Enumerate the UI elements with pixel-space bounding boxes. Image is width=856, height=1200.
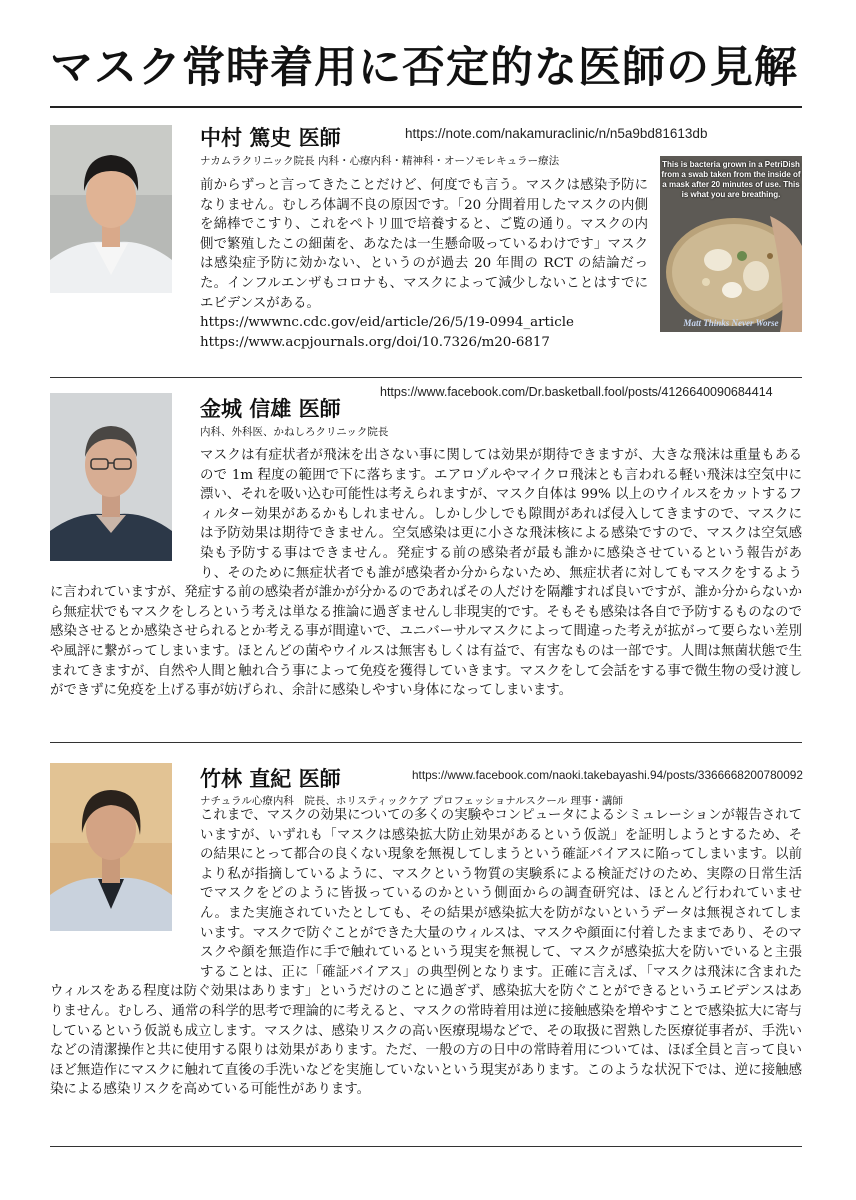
- image-caption: This is bacteria grown in a PetriDish from a swab taken from the inside of a mask after 20 minutes of use. This is what you are breathing.: [661, 160, 801, 199]
- section-divider: [50, 377, 802, 378]
- doctor-statement: [50, 806, 802, 1100]
- section-divider: [50, 1146, 802, 1147]
- statement-text: 前からずっと言ってきたことだけど、何度でも言う。マスクは感染予防になりません。むしろ体調不良の原因です。「20 分間着用したマスクの内側を綿棒でこすり、これをペトリ皿で培養すると、ご覧の通り。マスクの内側で繁殖したこの細菌を、あなたは一生懸命吸っているわけです」マスクは感染症予防に効かない、というのが過去 20 年間の RCT の結論だった。インフルエンザもコロナも、マスクによって減少しないことはすでにエビデンスがある。: [200, 178, 648, 311]
- doctor-photo-nakamura: [50, 125, 172, 293]
- title-divider: [50, 106, 802, 108]
- page-title: マスク常時着用に否定的な医師の見解: [50, 43, 798, 93]
- source-link[interactable]: https://www.facebook.com/naoki.takebayashi.94/posts/3366668200780092: [412, 768, 803, 782]
- wrap-float: [50, 806, 200, 964]
- doctor-role: ナカムラクリニック院長 内科・心療内科・精神科・オーソモレキュラー療法: [200, 155, 560, 167]
- doctor-role: 内科、外科医、かねしろクリニック院長: [200, 426, 389, 438]
- doctor-name: 中村 篤史 医師: [200, 126, 341, 150]
- image-signature: Matt Thinks Never Worse: [683, 318, 779, 328]
- doctor-role: ナチュラル心療内科 院長、ホリスティックケア プロフェッショナルスクール 理事・講師: [200, 795, 623, 807]
- doctor-name: 竹林 直紀 医師: [200, 767, 341, 791]
- reference-link[interactable]: https://www.acpjournals.org/doi/10.7326/m20-6817: [200, 334, 550, 350]
- doctor-statement: [50, 446, 802, 701]
- source-link[interactable]: https://www.facebook.com/Dr.basketball.fool/posts/4126640090684414: [380, 385, 773, 399]
- statement-text: これまで、マスクの効果についての多くの実験やコンピュータによるシミュレーションが報告されていますが、いずれも「マスクは感染拡大防止効果があるという仮説」を証明しようとするため、その結果にとって都合の良くない現象を無視してしまうという確証バイアスに陥ってしまいます。以前より私が指摘しているように、マスクという物質の実験系による検証だけのため、実際の日常生活でマスクをどのように皆扱っているのかという側面からの調査研究は、ほとんど行われていません。また実施されていたとしても、その結果が感染拡大を防がないというデータは無視されてしまいます。マスクで防ぐことができた大量のウィルスは、マスクや顔面に付着したままであり、そのマスクや顔を無造作に手で触れているという現実を無視して、マスクが感染拡大を防いでいると主張することは、正に「確証バイアス」の典型例となります。正確に言えば、「マスクは飛沫に含まれたウィルスをある程度は防ぐ効果はあります」というだけのことに過ぎず、感染拡大を防ぐことができるというエビデンスはありません。むしろ、通常の科学的思考で理論的に考えると、マスクの常時着用は逆に接触感染を増やすことで感染拡大に寄与しているという仮説も成立します。マスクは、感染リスクの高い医療現場などで、その取扱に習熟した医療従事者が、手洗いなどの清潔操作と共に使用する限りは効果があります。ただ、一般の方の日中の常時着用については、ほぼ全員と言って良いほど無造作にマスクに触れて直後の手洗いなどを実施していないという現実があります。このような状況下では、逆に接触感染による感染リスクを高めている可能性があります。: [50, 808, 802, 1098]
- statement-text: マスクは有症状者が飛沫を出さない事に関しては効果が期待できますが、大きな飛沫は重量もあるので 1m 程度の範囲で下に落ちます。エアロゾルやマイクロ飛沫とも言われる軽い飛沫は空気中に漂い、それを吸い込む可能性は考えられますが、マスク自体は 99% 以上のウイルスをカットするフィルター効果があるかもしれません。しかし少しでも隙間があれば侵入してきますので、マスクには予防効果は期待できません。空気感染は更に小さな飛沫核による感染ですので、マスクは空気感染も予防する事はできません。発症する前の感染者が最も誰かに感染させているという報告があり、そのために無症状者でも誰が感染者か分からないため、無症状者に対してもマスクをするように言われていますが、発症する前の感染者が誰かが分かるのであればその人だけを隔離すれば良いですが、誰か分からないから無症状でもマスクをしろという考えは単なる推論に過ぎませんし非現実的です。そもそも感染は各自で予防するものなので感染させるとか感染させられるとか考える事が間違いで、ユニバーサルマスクによって間違った考えが拡がって要らない差別や風評に繋がってしまいます。ほとんどの菌やウイルスは無害もしくは有益で、有害なものは一部です。人間は無菌状態で生まれてきますが、自然や人間と触れ合う事によって免疫を獲得していきます。マスクをして会話をする事で微生物の受け渡しができずに免疫を上げる事が妨げられ、余計に感染しやすい身体になってしまいます。: [50, 448, 802, 699]
- petri-dish-image: [660, 156, 802, 332]
- section-divider: [50, 742, 802, 743]
- doctor-statement: [200, 176, 648, 352]
- reference-link[interactable]: https://wwwnc.cdc.gov/eid/article/26/5/19-0994_article: [200, 315, 574, 331]
- doctor-name: 金城 信雄 医師: [200, 397, 341, 421]
- source-link[interactable]: https://note.com/nakamuraclinic/n/n5a9bd81613db: [405, 126, 708, 141]
- wrap-float: [50, 446, 200, 582]
